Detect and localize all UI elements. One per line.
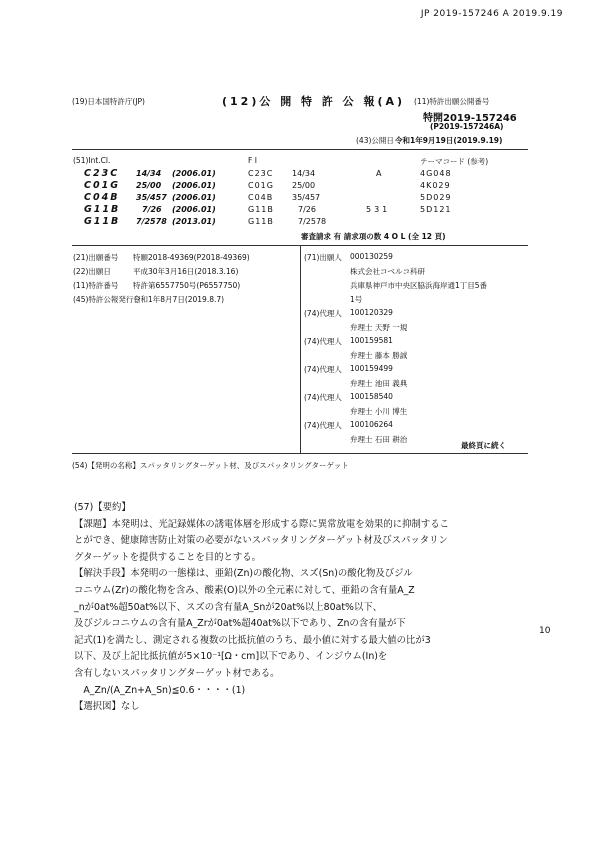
abstract-line: 【解決手段】本発明の一態様は、亜鉛(Zn)の酸化物、スズ(Sn)の酸化物及びジル	[74, 568, 413, 580]
fi-code: C01G	[248, 181, 274, 190]
patent-number: 特許第6557750号(P6557750)	[133, 281, 241, 290]
line-number: 10	[539, 626, 551, 636]
ipc-date: (2006.01)	[172, 169, 216, 178]
abstract-heading: (57)【要約】	[74, 502, 131, 513]
agent-id: 100159581	[350, 336, 393, 345]
abstract	[74, 500, 524, 716]
agent-name: 弁理士 天野 一規	[350, 323, 408, 332]
agent-name: 弁理士 池田 義典	[350, 379, 408, 388]
agent-label: (74)代理人	[304, 365, 342, 374]
abstract-line: とができ、健康障害防止対策の必要がないスパッタリングターゲット材及びスパッタリン	[74, 535, 448, 547]
theme-code: 4G048	[420, 169, 452, 178]
formula-line: A_Zn/(A_Zn+A_Sn)≦0.6・・・・(1)	[83, 684, 246, 696]
ipc-date: (2006.01)	[172, 205, 216, 214]
abstract-line: 及びジルコニウムの含有量A_Zrが0at%超40at%以下であり、Znの含有量が下	[74, 618, 406, 630]
agent-id: 100159499	[350, 364, 393, 373]
filing-date: 平成30年3月16日(2018.3.16)	[133, 267, 239, 276]
applicant-address: 兵庫県神戸市中央区脇浜海岸通1丁目5番	[350, 281, 488, 290]
fi-subclass: 14/34	[292, 169, 316, 178]
fi-code: G11B	[248, 205, 274, 214]
fi-subclass: 7/2578	[298, 217, 327, 226]
ipc-code: C23C	[84, 168, 120, 179]
fi-extra: 531	[366, 205, 391, 214]
ipc-subclass: 7/26	[142, 205, 162, 214]
issuing-office: (19)日本国特許庁(JP)	[72, 97, 145, 106]
examination-line: 審査請求 有 請求項の数 4 O L (全 12 頁)	[301, 232, 446, 241]
applicant-name: 株式会社コベルコ科研	[350, 267, 425, 276]
agent-id: 100106264	[350, 420, 393, 429]
abstract-line: 含有しないスパッタリングターゲット材である。	[74, 667, 280, 679]
agent-label: (74)代理人	[304, 337, 342, 346]
patent-number-label: (11)特許番号	[73, 281, 119, 290]
page-header: JP 2019-157246 A 2019.9.19	[420, 9, 563, 19]
continued-note: 最終頁に続く	[461, 441, 506, 450]
intcl-label: (51)Int.Cl.	[73, 156, 111, 165]
ipc-subclass: 25/00	[136, 181, 162, 190]
theme-code: 4K029	[420, 181, 451, 190]
fi-extra: A	[376, 169, 382, 178]
application-number-label: (21)出願番号	[73, 253, 119, 262]
filing-date-label: (22)出願日	[73, 267, 111, 276]
application-number: 特願2018-49369(P2018-49369)	[133, 253, 250, 262]
fi-subclass: 7/26	[298, 205, 316, 214]
agent-label: (74)代理人	[304, 393, 342, 402]
ipc-code: C01G	[84, 180, 120, 191]
fi-subclass: 35/457	[292, 193, 321, 202]
abstract-line: コニウム(Zr)の酸化物を含み、酸素(O)以外の全元素に対して、亜鉛の含有量A_Z	[74, 584, 415, 596]
publication-number-alt: (P2019-157246A)	[430, 122, 504, 131]
ipc-date: (2006.01)	[172, 193, 216, 202]
agent-label: (74)代理人	[304, 421, 342, 430]
gazette-date: 令和1年8月7日(2019.8.7)	[133, 295, 225, 304]
applicant-address-cont: 1号	[350, 295, 363, 304]
fi-code: C23C	[248, 169, 274, 178]
abstract-line: 【課題】本発明は、光記録媒体の誘電体層を形成する際に異常放電を効果的に抑制するこ	[74, 518, 450, 530]
divider-bottom	[72, 453, 528, 454]
theme-code-label: テーマコード (参考)	[420, 157, 489, 166]
applicant-label: (71)出願人	[304, 253, 342, 262]
agent-label: (74)代理人	[304, 309, 342, 318]
ipc-date: (2013.01)	[172, 217, 216, 226]
ipc-subclass: 7/2578	[136, 217, 167, 226]
pub-date-label: (43)公開日	[356, 136, 394, 145]
publication-date: 令和1年9月19日(2019.9.19)	[395, 136, 503, 145]
fi-code: C04B	[248, 193, 274, 202]
ipc-code: G11B	[84, 204, 121, 215]
fi-label: F I	[248, 156, 257, 165]
agent-name: 弁理士 石田 耕治	[350, 435, 408, 444]
fi-subclass: 25/00	[292, 181, 316, 190]
publication-number: 特開2019-157246	[423, 113, 517, 124]
ipc-code: G11B	[84, 216, 121, 227]
pub-no-label: (11)特許出願公開番号	[414, 97, 490, 106]
agent-name: 弁理士 小川 博生	[350, 407, 408, 416]
abstract-line: _nが0at%超50at%以下、スズの含有量A_Snが20at%以上80at%以下、	[74, 601, 383, 613]
theme-code: 5D029	[420, 193, 452, 202]
publication-type: (12)公 開 特 許 公 報(A)	[222, 95, 406, 108]
abstract-line: 以下、及び上記比抵抗値が5×10⁻¹[Ω・cm]以下であり、インジウム(In)を	[74, 651, 388, 663]
agent-id: 100158540	[350, 392, 393, 401]
applicant-id: 000130259	[350, 252, 393, 261]
invention-title: (54)【発明の名称】スパッタリングターゲット材、及びスパッタリングターゲット	[72, 461, 349, 470]
theme-code: 5D121	[420, 205, 452, 214]
agent-id: 100120329	[350, 308, 393, 317]
column-divider	[300, 245, 301, 453]
abstract-line: グターゲットを提供することを目的とする。	[74, 551, 261, 563]
fi-code: G11B	[248, 217, 274, 226]
agent-name: 弁理士 藤本 勝誠	[350, 351, 408, 360]
abstract-line: 【選択図】なし	[74, 701, 140, 713]
divider-top	[72, 149, 528, 150]
ipc-subclass: 14/34	[136, 169, 162, 178]
gazette-date-label: (45)特許公報発行日	[73, 295, 141, 304]
ipc-code: C04B	[84, 192, 120, 203]
ipc-subclass: 35/457	[136, 193, 167, 202]
ipc-date: (2006.01)	[172, 181, 216, 190]
abstract-line: 記式(1)を満たし、測定される複数の比抵抗値のうち、最小値に対する最大値の比が3	[74, 634, 431, 646]
